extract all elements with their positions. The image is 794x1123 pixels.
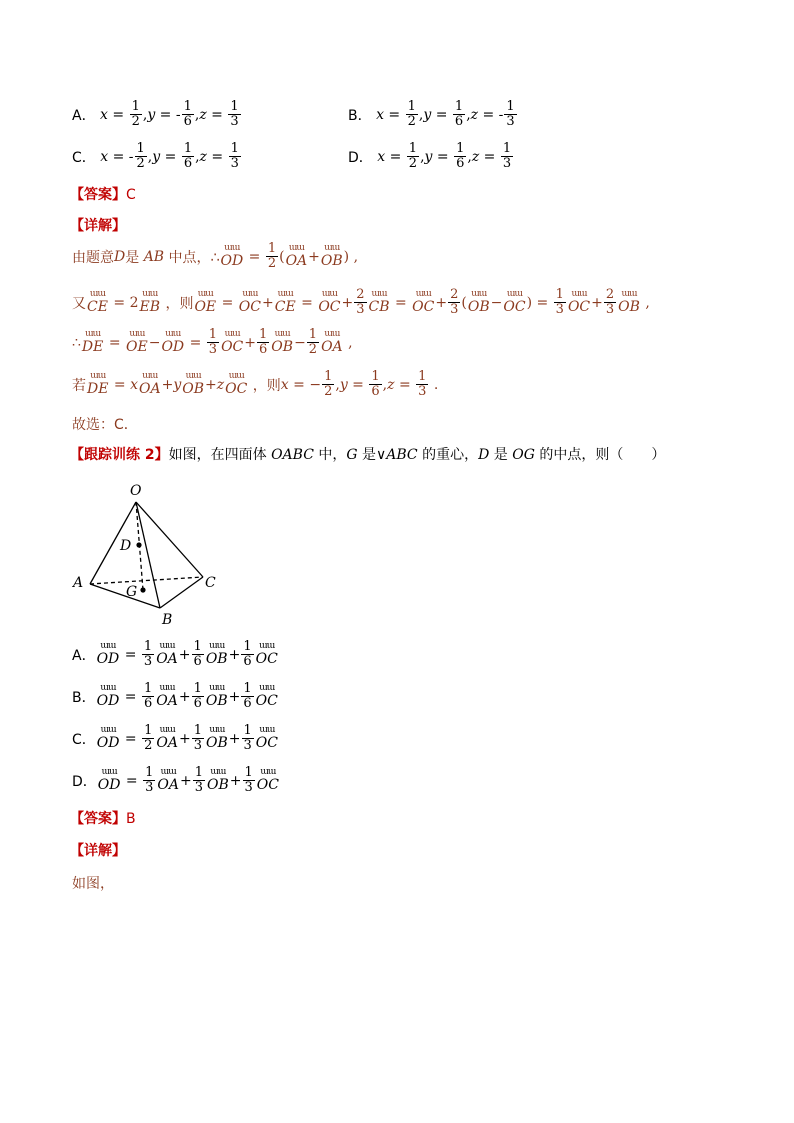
- q1-option-a: A． x = $\frac{1}{2}$ , y = - $\frac{1}{6}$ , z = $\frac{1}{3}$: [72, 99, 239, 129]
- tetrahedron-edges: [90, 502, 203, 608]
- label-c: C: [205, 575, 216, 591]
- q2-detail-line: 如图，: [72, 876, 114, 892]
- q2-option-c: C． ɯɯ OD = $\frac{1}{2}$ ɯɯ OA + $\frac{1}{3}$ ɯɯ OB + $\frac{1}{3}$ ɯɯ OC: [72, 723, 278, 753]
- label-g: G: [126, 584, 138, 600]
- option-label: C．: [72, 149, 96, 166]
- q1-detail-line-2: 又 ɯɯ CE = 2 ɯɯ EB ，则 ɯɯ OE = ɯɯ OC + ɯɯ CE = ɯɯ OC + $\frac{2}{3}$ ɯɯ CB = ɯɯ OC + $\frac{2}{3}$ ( ɯɯ OB − ɯɯ OC ) = $\frac{1}{3}$ ɯɯ OC + $\frac{2}{3}$ ɯɯ OB ,: [72, 287, 650, 317]
- label-o: O: [130, 483, 142, 499]
- q1-option-d: D． x = $\frac{1}{2}$ , y = $\frac{1}{6}$ , z = $\frac{1}{3}$: [348, 141, 512, 171]
- answer-value: B: [126, 811, 136, 827]
- option-label: D．: [348, 149, 373, 166]
- q1-detail-line-4: 若 ɯɯ DE = x ɯɯ OA + y ɯɯ OB + z ɯɯ OC ，则 x = − $\frac{1}{2}$ , y = $\frac{1}{6}$ , z = $\frac{1}{3}$ .: [72, 369, 439, 399]
- q1-detail-tag: 【详解】: [70, 218, 126, 234]
- q1-option-c: C． x = - $\frac{1}{2}$ , y = $\frac{1}{6}$ , z = $\frac{1}{3}$: [72, 141, 239, 171]
- q2-option-a: A． ɯɯ OD = $\frac{1}{3}$ ɯɯ OA + $\frac{1}{6}$ ɯɯ OB + $\frac{1}{6}$ ɯɯ OC: [72, 639, 278, 669]
- q1-option-b: B． x = $\frac{1}{2}$ , y = $\frac{1}{6}$ , z = - $\frac{1}{3}$: [348, 99, 515, 129]
- label-d: D: [120, 538, 132, 554]
- option-label: A．: [72, 107, 96, 124]
- q2-option-b: B． ɯɯ OD = $\frac{1}{6}$ ɯɯ OA + $\frac{1}{6}$ ɯɯ OB + $\frac{1}{6}$ ɯɯ OC: [72, 681, 278, 711]
- q1-conclusion: 故选：C．: [72, 417, 138, 433]
- q2-tag: 【跟踪训练 2】: [70, 447, 169, 463]
- point-g: [140, 587, 145, 592]
- point-d: [136, 542, 141, 547]
- label-b: B: [162, 612, 173, 628]
- option-label: B．: [348, 107, 372, 124]
- q2-option-d: D． ɯɯ OD = $\frac{1}{3}$ ɯɯ OA + $\frac{1}{3}$ ɯɯ OB + $\frac{1}{3}$ ɯɯ OC: [72, 765, 279, 795]
- answer-value: C: [126, 187, 136, 203]
- q1-answer: [70, 184, 136, 204]
- q2-stem: 【跟踪训练 2】如图，在四面体 OABC 中，G 是∨ABC 的重心，D 是 OG 的中点，则（ ）: [70, 447, 666, 463]
- tetrahedron-figure: [66, 480, 236, 630]
- answer-tag: 【答案】: [70, 187, 126, 203]
- label-a: A: [73, 575, 84, 591]
- q2-answer: 【答案】B: [70, 811, 136, 827]
- q2-detail-tag: 【详解】: [70, 843, 126, 859]
- q1-detail-line-1: 由题意 D 是 AB 中点，∴ ɯɯ OD = $\frac{1}{2}$ ( ɯɯ OA + ɯɯ OB ) ,: [72, 241, 359, 271]
- q1-detail-line-3: ∴ ɯɯ DE = ɯɯ OE − ɯɯ OD = $\frac{1}{3}$ ɯɯ OC + $\frac{1}{6}$ ɯɯ OB − $\frac{1}{2}$ ɯɯ OA ,: [72, 327, 353, 357]
